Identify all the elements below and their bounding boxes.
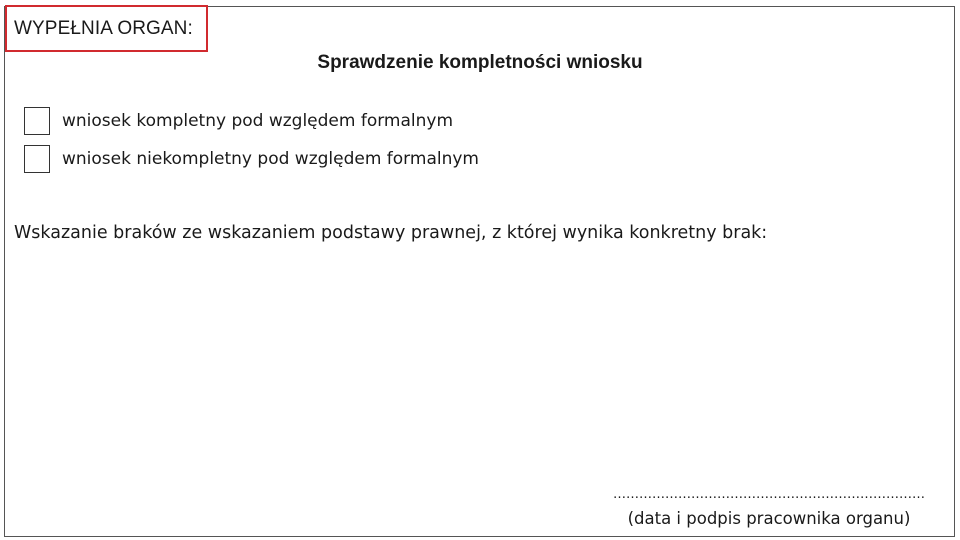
- organ-fill-box: [5, 5, 208, 52]
- organ-label: WYPEŁNIA ORGAN:: [14, 17, 193, 39]
- option-complete-checkbox[interactable]: [24, 107, 50, 135]
- deficiency-text-area[interactable]: [14, 256, 944, 481]
- deficiency-label: Wskazanie braków ze wskazaniem podstawy prawnej, z której wynika konkretny brak:: [14, 223, 768, 243]
- signature-caption: (data i podpis pracownika organu): [627, 509, 911, 528]
- signature-line[interactable]: ………………………………………………………………: [613, 488, 925, 502]
- option-incomplete-label: wniosek niekompletny pod względem formalnym: [62, 149, 479, 169]
- option-incomplete-checkbox[interactable]: [24, 145, 50, 173]
- option-complete-label: wniosek kompletny pod względem formalnym: [62, 111, 454, 131]
- option-complete-row[interactable]: [24, 107, 453, 135]
- section-title: Sprawdzenie kompletności wniosku: [317, 52, 643, 73]
- option-incomplete-row[interactable]: [24, 145, 479, 173]
- signature-block: [592, 488, 946, 528]
